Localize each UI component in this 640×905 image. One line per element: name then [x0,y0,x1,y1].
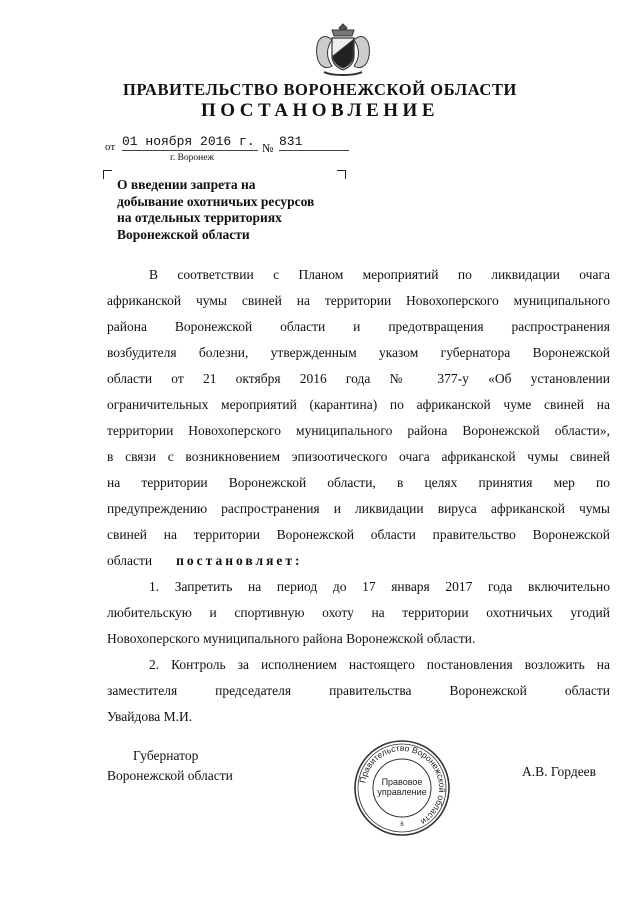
document-title [117,177,357,243]
body-line: заместителя председателя правительства Воронежской области [107,683,610,698]
body-line: области от 21 октября 2016 года № 377-у «Об установлении [107,371,610,386]
body-line: Увайдова М.И. [107,709,193,724]
signatory-position [107,746,233,786]
body-line: 2. Контроль за исполнением настоящего постановления возложить на [149,657,610,672]
title-line: на отдельных территориях [117,210,282,225]
body-line: возбудителя болезни, утвержденным указом губернатора Воронежской [107,345,610,360]
body-line: В соответствии с Планом мероприятий по ликвидации очага [149,267,610,282]
body-line: в связи с возникновением эпизоотического очага африканской чумы свиней [107,449,610,464]
official-stamp [352,738,452,838]
body-line: территории Новохоперского муниципального района Воронежской области», [107,423,610,438]
document-number: 831 [279,134,349,151]
document-date: 01 ноября 2016 г. [122,134,258,151]
body-line: Новохоперского муниципального района Воронежской области. [107,631,476,646]
body-line: ограничительных мероприятий (карантина) по африканской чуме свиней на [107,397,610,412]
title-bracket-left [103,170,112,179]
government-name: ПРАВИТЕЛЬСТВО ВОРОНЕЖСКОЙ ОБЛАСТИ [123,80,517,99]
coat-of-arms-icon [312,20,374,82]
document-type: ПОСТАНОВЛЕНИЕ [200,100,440,121]
body-line: района Воронежской области и предотвращения распространения [107,319,610,334]
signatory-name: А.В. Гордеев [522,764,597,779]
city: г. Воронеж [170,153,215,163]
position-line: Губернатор [133,748,199,763]
body-line: 1. Запретить на период до 17 января 2017 года включительно [149,579,610,594]
body-line: любительскую и спортивную охоту на территории охотничьих угодий [107,605,610,620]
title-line: О введении запрета на [117,177,256,192]
body-line: свиней на территории Воронежской области правительство Воронежской [107,527,610,542]
decides-word: постановляет: [176,553,303,568]
stamp-center-line: управление [377,787,427,797]
body-text: области [107,553,153,568]
position-line: Воронежской области [107,768,233,783]
title-line: добывание охотничьих ресурсов [117,193,315,209]
stamp-number: 6 [400,822,404,828]
number-label: № [262,141,274,155]
body-line [107,548,610,574]
body-line: предупреждению распространения и ликвидации вируса африканской чумы [107,501,610,516]
title-line: Воронежской области [117,226,250,242]
body-line: африканской чумы свиней на территории Новохоперского муниципального [107,293,610,308]
stamp-center-line: Правовое [381,777,423,787]
stamp-ring-text: Правительство Воронежской области [357,742,448,827]
body-line: на территории Воронежской области, в целях принятия мер по [107,475,610,490]
date-prefix: от [105,141,116,153]
